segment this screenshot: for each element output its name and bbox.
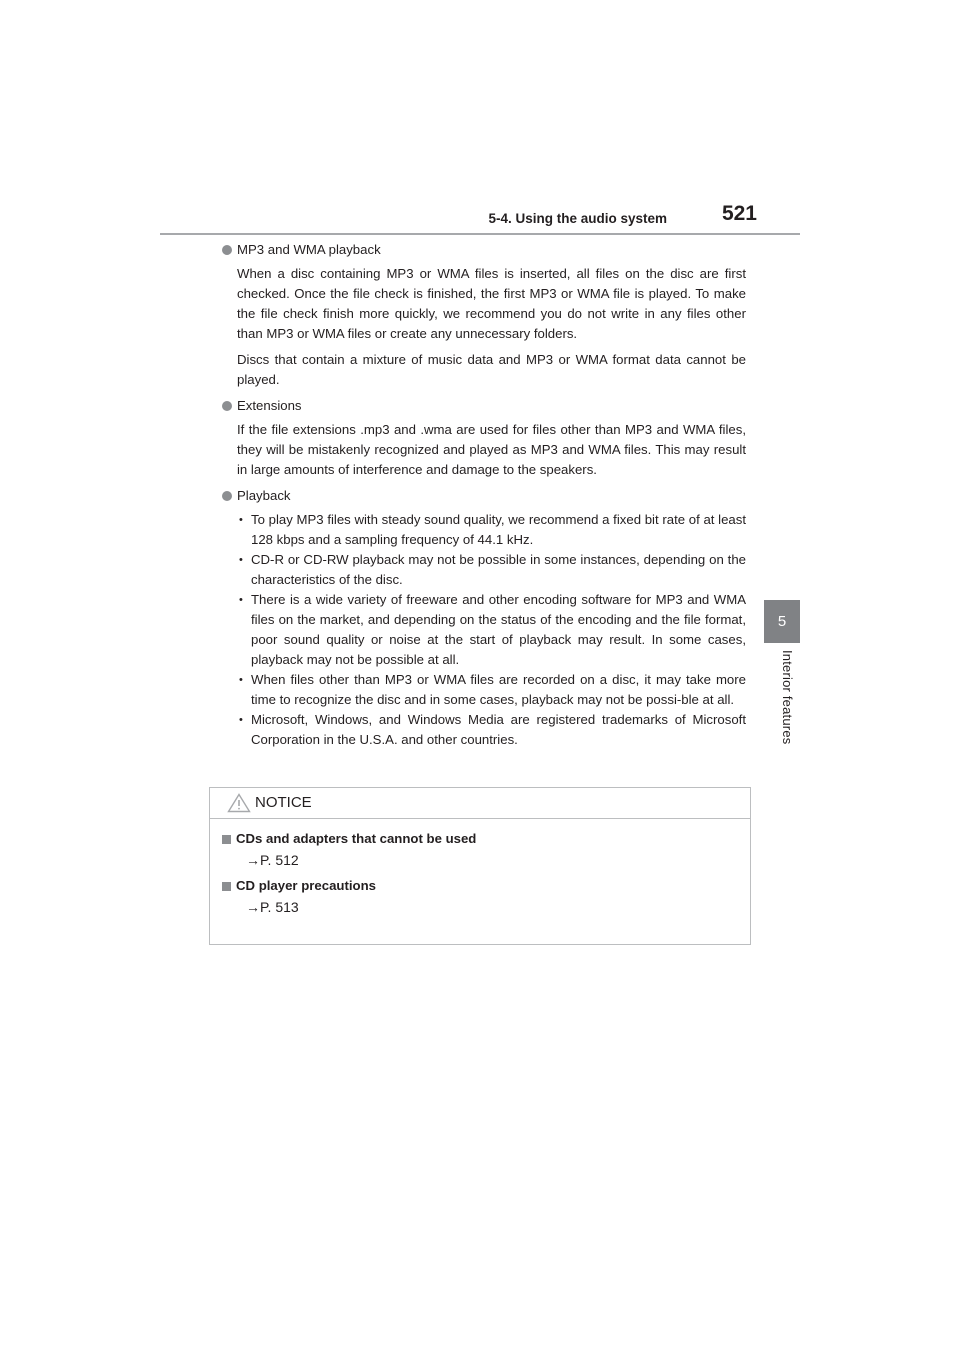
chapter-tab [764, 600, 800, 643]
page-reference-link[interactable]: →P. 512 [246, 852, 299, 868]
item-title-text: MP3 and WMA playback [237, 242, 381, 257]
chapter-number: 5 [777, 613, 787, 630]
item-title [222, 240, 746, 260]
notice-item-title-text: CDs and adapters that cannot be used [236, 831, 477, 846]
item-title [222, 486, 746, 506]
notice-item [222, 878, 750, 915]
list-item: • Microsoft, Windows, and Windows Media are registered trademarks of Microsoft Corporation in the U.S.A. and other countries. [237, 710, 746, 750]
item-title [222, 396, 746, 416]
round-bullet-icon [222, 491, 232, 501]
notice-item-title [222, 878, 750, 893]
square-bullet-icon [222, 882, 231, 891]
item-mp3-wma-playback [222, 240, 746, 390]
item-playback [222, 486, 746, 750]
header-divider [160, 233, 800, 235]
section-title: 5-4. Using the audio system [488, 211, 667, 226]
list-item: • There is a wide variety of freeware and other encoding software for MP3 and WMA files on the market, and depending on the status of the encoding and the file format, poor sound quality or noise at the start of playback may result. In some cases, playback may not be possible at all. [237, 590, 746, 670]
page-reference-link[interactable]: →P. 513 [246, 899, 299, 915]
list-item: • To play MP3 files with steady sound quality, we recommend a fixed bit rate of at least 128 kbps and a sampling frequency of 44.1 kHz. [237, 510, 746, 550]
list-item: • CD-R or CD-RW playback may not be possible in some instances, depending on the characteristics of the disc. [237, 550, 746, 590]
playback-list [237, 510, 746, 750]
warning-triangle-icon [227, 793, 251, 813]
notice-body [210, 819, 750, 915]
notice-item-title [222, 831, 750, 846]
main-content [222, 240, 746, 756]
item-extensions [222, 396, 746, 480]
square-bullet-icon [222, 835, 231, 844]
paragraph: Discs that contain a mixture of music data and MP3 or WMA format data cannot be played. [237, 352, 746, 387]
notice-item [222, 831, 750, 868]
paragraph: When a disc containing MP3 or WMA files is inserted, all files on the disc are first checked. Once the file check is finished, the first MP3 or WMA file is played. To make the file check finish more quickly, we recommend you do not write in any files other than MP3 or WMA files or create any unnecessary folders. [237, 266, 746, 341]
notice-item-title-text: CD player precautions [236, 878, 376, 893]
round-bullet-icon [222, 401, 232, 411]
page-number: 521 [721, 202, 757, 225]
round-bullet-icon [222, 245, 232, 255]
notice-header [210, 788, 750, 819]
chapter-label: Interior features [780, 650, 795, 745]
item-title-text: Extensions [237, 398, 302, 413]
item-title-text: Playback [237, 488, 291, 503]
paragraph: If the file extensions .mp3 and .wma are used for files other than MP3 and WMA files, they will be mistakenly recognized and played as MP3 and WMA files. This may result in large amounts of interference and damage to the speakers. [237, 422, 746, 477]
page-header [160, 198, 800, 236]
list-item: • When files other than MP3 or WMA files are recorded on a disc, it may take more time to recognize the disc and in some cases, playback may not be possi-ble at all. [237, 670, 746, 710]
notice-box [209, 787, 751, 945]
notice-title: NOTICE [255, 794, 312, 811]
